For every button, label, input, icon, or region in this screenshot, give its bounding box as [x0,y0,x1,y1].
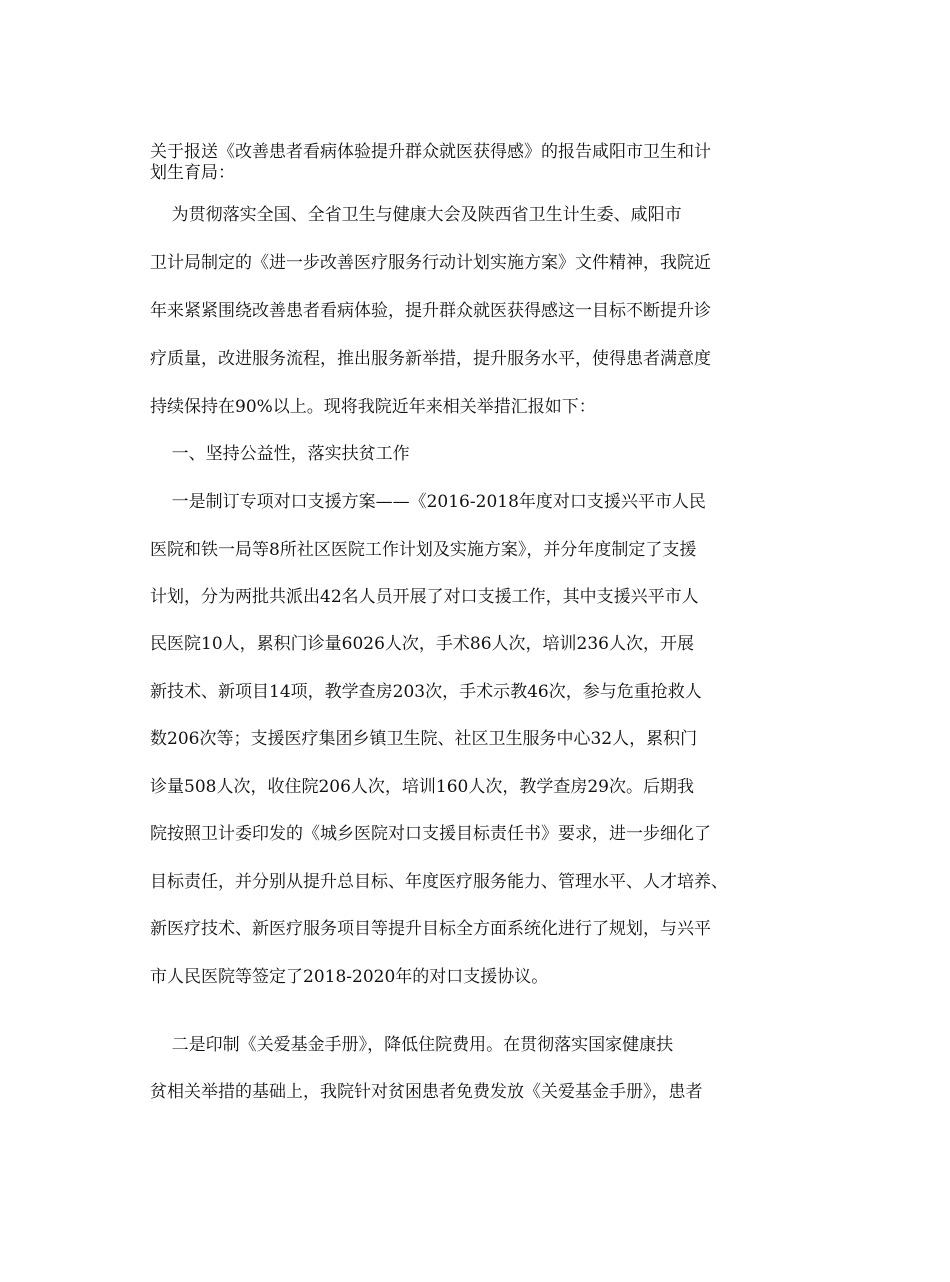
body-line: 年来紧紧围绕改善患者看病体验，提升群众就医获得感这一目标不断提升诊 [150,301,711,321]
body-line: 数206次等；支援医疗集团乡镇卫生院、社区卫生服务中心32人，累积门 [150,729,698,749]
body-line: 民医院10人，累积门诊量6026人次，手术86人次，培训236人次，开展 [150,634,694,654]
document-title-line-1: 关于报送《改善患者看病体验提升群众就医获得感》的报告咸阳市卫生和计 [150,142,711,162]
body-line: 一是制订专项对口支援方案——《2016-2018年度对口支援兴平市人民 [150,492,706,512]
body-line: 卫计局制定的《进一步改善医疗服务行动计划实施方案》文件精神，我院近 [150,253,711,273]
body-line: 疗质量，改进服务流程，推出服务新举措，提升服务水平，使得患者满意度 [150,349,711,369]
body-line: 诊量508人次，收住院206人次，培训160人次，教学查房29次。后期我 [150,777,694,797]
body-line: 新技术、新项目14项，教学查房203次，手术示教46次，参与危重抢救人 [150,682,702,702]
body-line: 市人民医院等签定了2018-2020年的对口支援协议。 [150,967,549,987]
body-line: 目标责任，并分别从提升总目标、年度医疗服务能力、管理水平、人才培养、 [150,872,728,892]
body-line: 持续保持在90%以上。现将我院近年来相关举措汇报如下： [150,397,596,417]
document-title-line-2: 划生育局： [150,163,235,183]
body-line: 为贯彻落实全国、全省卫生与健康大会及陕西省卫生计生委、咸阳市 [150,205,682,225]
body-line: 计划，分为两批共派出42名人员开展了对口支援工作，其中支援兴平市人 [150,587,699,607]
body-line: 贫相关举措的基础上，我院针对贫困患者免费发放《关爱基金手册》，患者 [150,1082,703,1102]
body-line: 二是印制《关爱基金手册》，降低住院费用。在贯彻落实国家健康扶 [150,1035,674,1055]
body-line: 院按照卫计委印发的《城乡医院对口支援目标责任书》要求，进一步细化了 [150,824,711,844]
section-heading: 一、坚持公益性，落实扶贫工作 [150,444,410,464]
body-line: 新医疗技术、新医疗服务项目等提升目标全方面系统化进行了规划，与兴平 [150,919,711,939]
body-line: 医院和铁一局等8所社区医院工作计划及实施方案》，并分年度制定了支援 [150,540,697,560]
